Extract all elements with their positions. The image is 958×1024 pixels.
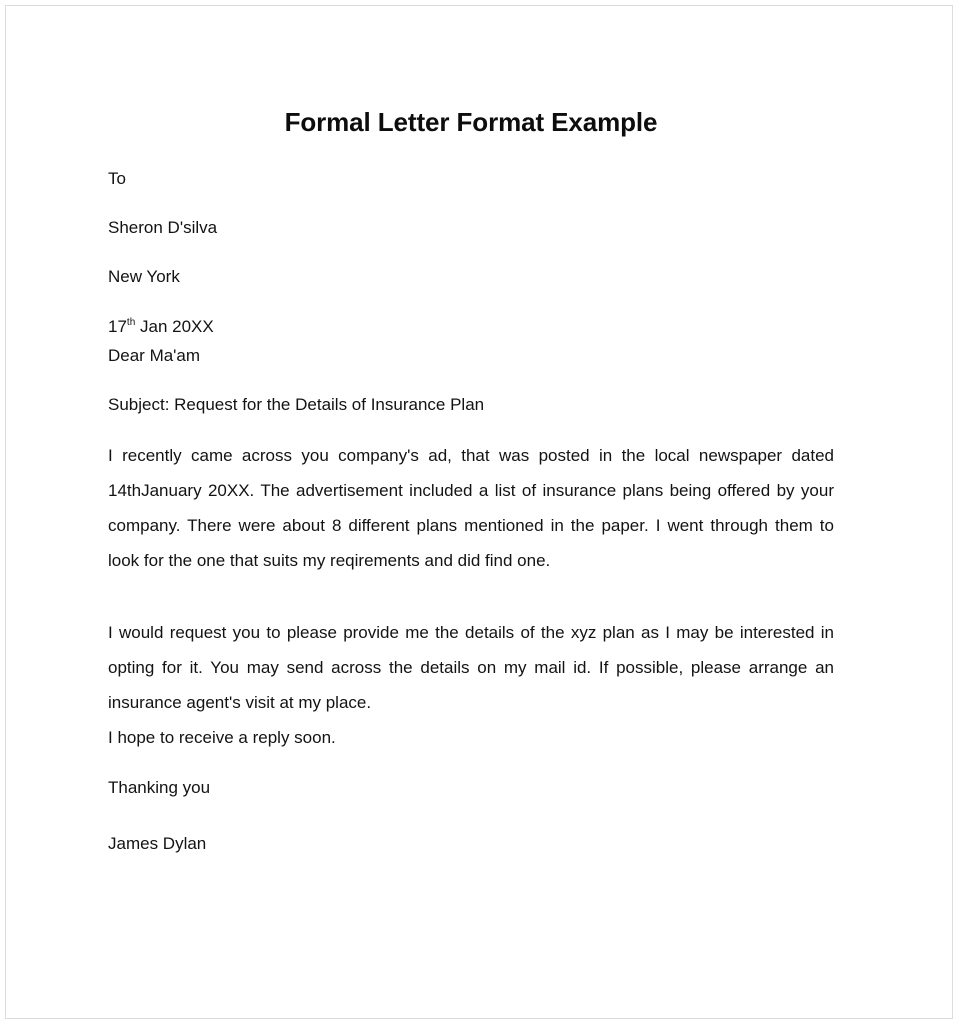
page-title: Formal Letter Format Example xyxy=(284,107,658,137)
addressee-name: Sheron D'silva xyxy=(108,218,218,238)
sender-name: James Dylan xyxy=(108,833,207,853)
letter-date xyxy=(108,316,834,337)
body-paragraph-2: I would request you to please provide me the details of the xyz plan as I may be interested in opting for it. You may send across the details on my mail id. If possible, please arrange an insurance agent's visit at my place. xyxy=(108,623,834,713)
date-day: 17 xyxy=(108,316,127,336)
date-ordinal-suffix: th xyxy=(126,316,136,328)
addressee-to-label: To xyxy=(108,168,126,188)
signoff-thanks: Thanking you xyxy=(108,778,211,798)
letter-content-area xyxy=(108,0,834,1024)
addressee-block xyxy=(108,168,834,288)
subject-line: Subject: Request for the Details of Insurance Plan xyxy=(108,395,485,415)
addressee-city: New York xyxy=(108,267,180,287)
body-paragraph-1: I recently came across you company's ad, that was posted in the local newspaper dated 14thJanuary 20XX. The advertisement included a list of insurance plans being offered by your company. There were about 8 different plans mentioned in the paper. I went through them to look for the one that suits my reqirements and did find one. xyxy=(108,446,834,571)
closing-request-line: I hope to receive a reply soon. xyxy=(108,728,336,748)
salutation: Dear Ma'am xyxy=(108,345,201,365)
date-month-year: Jan 20XX xyxy=(135,316,214,336)
